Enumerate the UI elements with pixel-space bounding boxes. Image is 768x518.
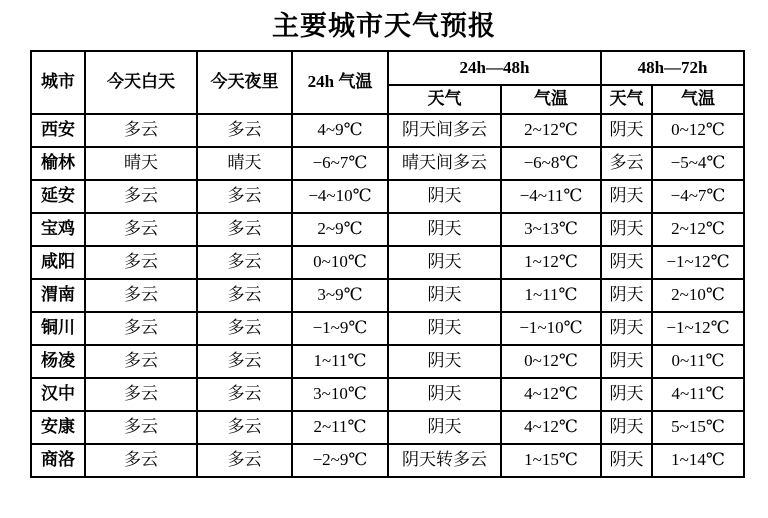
header-cell-city: 城市 xyxy=(31,51,85,114)
table-row xyxy=(31,345,744,378)
table-cell-today-night: 多云 xyxy=(197,345,292,378)
table-cell-weather-48-72: 阴天 xyxy=(601,378,652,411)
table-cell-weather-48-72: 阴天 xyxy=(601,246,652,279)
table-cell-today-night: 多云 xyxy=(197,312,292,345)
table-cell-temp-48-72: −1~12℃ xyxy=(652,312,744,345)
table-row xyxy=(31,180,744,213)
table-cell-temp-24h: 0~10℃ xyxy=(292,246,388,279)
table-cell-city: 西安 xyxy=(31,114,85,147)
table-cell-temp-24h: 3~9℃ xyxy=(292,279,388,312)
table-cell-temp-48-72: −1~12℃ xyxy=(652,246,744,279)
weather-table-body xyxy=(31,114,744,477)
table-cell-weather-24-48: 阴天间多云 xyxy=(388,114,501,147)
table-cell-temp-24h: −4~10℃ xyxy=(292,180,388,213)
table-cell-temp-48-72: 0~11℃ xyxy=(652,345,744,378)
header-cell-temp-24h: 24h 气温 xyxy=(292,51,388,114)
table-cell-today-night: 多云 xyxy=(197,246,292,279)
table-cell-today-day: 多云 xyxy=(85,213,197,246)
header-cell-temp-48-72: 气温 xyxy=(652,85,744,114)
table-cell-weather-24-48: 阴天 xyxy=(388,279,501,312)
table-cell-today-night: 多云 xyxy=(197,411,292,444)
table-cell-temp-24h: −6~7℃ xyxy=(292,147,388,180)
table-cell-city: 宝鸡 xyxy=(31,213,85,246)
table-cell-today-night: 多云 xyxy=(197,180,292,213)
table-cell-city: 铜川 xyxy=(31,312,85,345)
table-cell-weather-48-72: 阴天 xyxy=(601,114,652,147)
table-cell-temp-24-48: 3~13℃ xyxy=(501,213,601,246)
table-cell-weather-24-48: 阴天 xyxy=(388,378,501,411)
table-cell-city: 延安 xyxy=(31,180,85,213)
table-cell-weather-24-48: 阴天 xyxy=(388,246,501,279)
table-cell-weather-48-72: 阴天 xyxy=(601,411,652,444)
table-cell-weather-48-72: 阴天 xyxy=(601,345,652,378)
header-cell-today-day: 今天白天 xyxy=(85,51,197,114)
table-cell-today-day: 多云 xyxy=(85,411,197,444)
table-cell-temp-24h: 3~10℃ xyxy=(292,378,388,411)
table-cell-today-day: 多云 xyxy=(85,246,197,279)
table-cell-temp-24h: 2~11℃ xyxy=(292,411,388,444)
header-cell-weather-24-48: 天气 xyxy=(388,85,501,114)
table-cell-weather-48-72: 阴天 xyxy=(601,180,652,213)
table-cell-temp-24-48: 1~11℃ xyxy=(501,279,601,312)
table-cell-city: 商洛 xyxy=(31,444,85,477)
table-cell-temp-24-48: −6~8℃ xyxy=(501,147,601,180)
table-row xyxy=(31,147,744,180)
table-cell-today-night: 晴天 xyxy=(197,147,292,180)
table-cell-temp-48-72: 0~12℃ xyxy=(652,114,744,147)
table-cell-temp-24-48: 1~12℃ xyxy=(501,246,601,279)
table-cell-temp-24h: 1~11℃ xyxy=(292,345,388,378)
table-cell-weather-24-48: 阴天 xyxy=(388,345,501,378)
table-cell-today-night: 多云 xyxy=(197,279,292,312)
table-cell-today-night: 多云 xyxy=(197,114,292,147)
table-cell-city: 咸阳 xyxy=(31,246,85,279)
table-cell-weather-24-48: 阴天 xyxy=(388,411,501,444)
table-cell-weather-48-72: 阴天 xyxy=(601,279,652,312)
table-cell-temp-24-48: −1~10℃ xyxy=(501,312,601,345)
table-cell-today-day: 多云 xyxy=(85,378,197,411)
table-cell-weather-48-72: 阴天 xyxy=(601,213,652,246)
table-cell-weather-48-72: 阴天 xyxy=(601,444,652,477)
table-cell-temp-48-72: −5~4℃ xyxy=(652,147,744,180)
table-row xyxy=(31,279,744,312)
table-row xyxy=(31,444,744,477)
table-cell-today-day: 多云 xyxy=(85,444,197,477)
table-cell-today-day: 多云 xyxy=(85,180,197,213)
table-cell-today-night: 多云 xyxy=(197,213,292,246)
header-cell-weather-48-72: 天气 xyxy=(601,85,652,114)
table-cell-temp-24h: −2~9℃ xyxy=(292,444,388,477)
table-cell-today-day: 多云 xyxy=(85,345,197,378)
table-cell-city: 渭南 xyxy=(31,279,85,312)
table-cell-today-day: 多云 xyxy=(85,279,197,312)
table-cell-weather-24-48: 晴天间多云 xyxy=(388,147,501,180)
table-cell-weather-24-48: 阴天 xyxy=(388,180,501,213)
header-cell-today-night: 今天夜里 xyxy=(197,51,292,114)
header-cell-temp-24-48: 气温 xyxy=(501,85,601,114)
table-cell-temp-24h: 4~9℃ xyxy=(292,114,388,147)
table-row xyxy=(31,114,744,147)
header-row-top xyxy=(31,51,744,85)
table-cell-city: 榆林 xyxy=(31,147,85,180)
table-row xyxy=(31,213,744,246)
table-cell-temp-48-72: 2~12℃ xyxy=(652,213,744,246)
table-cell-city: 杨凌 xyxy=(31,345,85,378)
table-cell-today-day: 晴天 xyxy=(85,147,197,180)
table-cell-temp-24-48: 2~12℃ xyxy=(501,114,601,147)
table-cell-today-night: 多云 xyxy=(197,378,292,411)
table-cell-city: 安康 xyxy=(31,411,85,444)
table-cell-temp-24-48: 0~12℃ xyxy=(501,345,601,378)
table-row xyxy=(31,312,744,345)
table-cell-temp-24h: 2~9℃ xyxy=(292,213,388,246)
table-cell-weather-24-48: 阴天 xyxy=(388,312,501,345)
weather-table xyxy=(30,50,745,478)
table-cell-temp-24-48: −4~11℃ xyxy=(501,180,601,213)
table-cell-weather-48-72: 多云 xyxy=(601,147,652,180)
table-cell-today-day: 多云 xyxy=(85,114,197,147)
header-cell-span-48-72: 48h—72h xyxy=(601,51,744,85)
table-cell-city: 汉中 xyxy=(31,378,85,411)
weather-table-header xyxy=(31,51,744,114)
table-cell-temp-24h: −1~9℃ xyxy=(292,312,388,345)
table-cell-weather-24-48: 阴天转多云 xyxy=(388,444,501,477)
table-cell-temp-48-72: 5~15℃ xyxy=(652,411,744,444)
table-cell-temp-48-72: 4~11℃ xyxy=(652,378,744,411)
table-row xyxy=(31,411,744,444)
table-cell-temp-24-48: 4~12℃ xyxy=(501,378,601,411)
header-cell-span-24-48: 24h—48h xyxy=(388,51,601,85)
table-cell-weather-24-48: 阴天 xyxy=(388,213,501,246)
table-cell-temp-48-72: 2~10℃ xyxy=(652,279,744,312)
table-cell-temp-24-48: 4~12℃ xyxy=(501,411,601,444)
table-cell-temp-48-72: 1~14℃ xyxy=(652,444,744,477)
table-cell-temp-24-48: 1~15℃ xyxy=(501,444,601,477)
table-cell-temp-48-72: −4~7℃ xyxy=(652,180,744,213)
table-row xyxy=(31,246,744,279)
table-cell-today-night: 多云 xyxy=(197,444,292,477)
table-cell-today-day: 多云 xyxy=(85,312,197,345)
page-title: 主要城市天气预报 xyxy=(272,11,496,41)
table-cell-weather-48-72: 阴天 xyxy=(601,312,652,345)
table-row xyxy=(31,378,744,411)
